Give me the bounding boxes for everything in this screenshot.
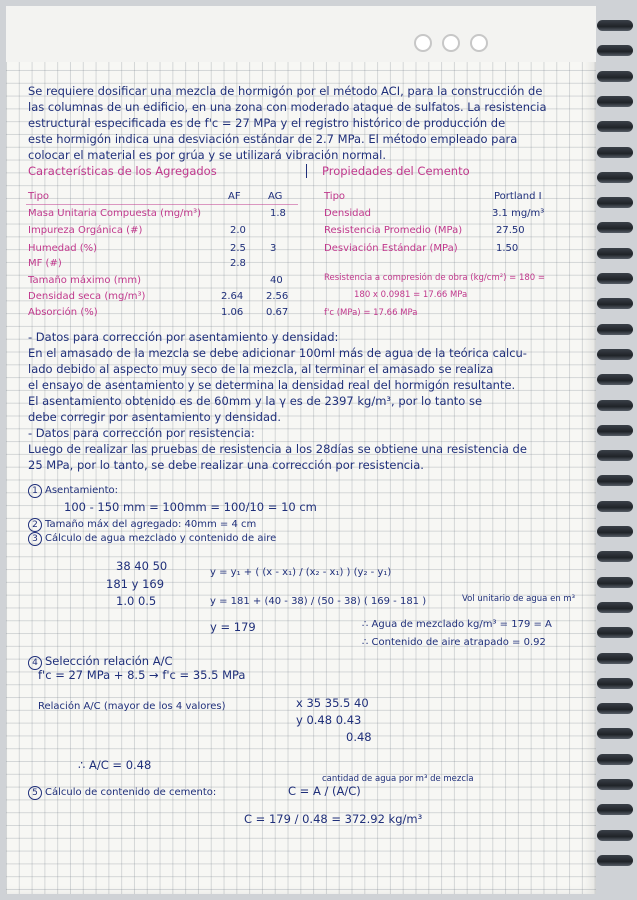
agg-col-ag: AG: [268, 191, 283, 202]
step-5-note: cantidad de agua por m³ de mezcla: [322, 774, 474, 784]
spiral-coil: [597, 172, 633, 183]
step-3-z-row: 1.0 0.5: [116, 594, 157, 608]
cem-row-label: Desviación Estándar (MPa): [324, 243, 458, 254]
agg-header-rule: [26, 204, 298, 205]
agg-title: Características de los Agregados: [28, 164, 217, 178]
spiral-coil: [597, 653, 633, 664]
step-3-water: ∴ Agua de mezclado kg/m³ = 179 = A: [362, 619, 552, 630]
spiral-coil: [597, 779, 633, 790]
agg-row-ag: 3: [270, 243, 277, 254]
corr2-line-2: 25 MPa, por lo tanto, se debe realizar una corrección por resistencia.: [28, 458, 424, 472]
spiral-coil: [597, 551, 633, 562]
step-5-formula: C = A / (A/C): [288, 784, 361, 798]
cem-note-1: Resistencia a compresión de obra (kg/cm²) = 180 =: [324, 273, 546, 283]
spiral-coil: [597, 728, 633, 739]
agg-row-label: Absorción (%): [28, 307, 98, 318]
step-5-result: C = 179 / 0.48 = 372.92 kg/m³: [244, 812, 423, 826]
cem-row-value: 3.1 mg/m³: [492, 208, 545, 219]
corr-line-4: El asentamiento obtenido es de 60mm y la γ es de 2397 kg/m³, por lo tanto se: [28, 394, 483, 408]
step-3-label: Cálculo de agua mezclado y contenido de aire: [45, 533, 277, 544]
step-3-heading: [28, 530, 276, 546]
spiral-coil: [597, 273, 633, 284]
spiral-coil: [597, 147, 633, 158]
step-3-x-row: 38 40 50: [116, 559, 168, 573]
spiral-coil: [597, 450, 633, 461]
spiral-coil: [597, 475, 633, 486]
cem-note-3: f'c (MPa) = 17.66 MPa: [324, 308, 418, 318]
agg-row-label: Humedad (%): [28, 243, 98, 254]
agg-col-af: AF: [228, 191, 241, 202]
spiral-binding: [591, 20, 637, 880]
spiral-coil: [597, 425, 633, 436]
step-3-air: ∴ Contenido de aire atrapado = 0.92: [362, 637, 546, 648]
spiral-coil: [597, 754, 633, 765]
corr-line-3: el ensayo de asentamiento y se determina la densidad real del hormigón resultante.: [28, 378, 516, 392]
spiral-coil: [597, 804, 633, 815]
step-1-heading: [28, 482, 118, 498]
spiral-coil: [597, 324, 633, 335]
cem-divider: [306, 164, 307, 178]
cem-type-value: Portland I: [494, 191, 542, 202]
agg-row-label: Densidad seca (mg/m³): [28, 291, 146, 302]
agg-row-label: Impureza Orgánica (#): [28, 225, 143, 236]
spiral-coil: [597, 830, 633, 841]
cem-row-label: Resistencia Promedio (MPa): [324, 225, 463, 236]
corr-line-1: En el amasado de la mezcla se debe adicionar 100ml más de agua de la teórica calcu-: [28, 346, 527, 360]
spiral-coil: [597, 71, 633, 82]
step-5-number: 5: [28, 786, 42, 800]
intro-line-1: Se requiere dosificar una mezcla de hormigón por el método ACI, para la construcción de: [28, 84, 543, 98]
spiral-coil: [597, 349, 633, 360]
step-3-water-note: Vol unitario de agua en m³: [462, 594, 576, 604]
cem-row-label: Densidad: [324, 208, 372, 219]
step-1-calc: 100 - 150 mm = 100mm = 100/10 = 10 cm: [64, 500, 317, 514]
spiral-coil: [597, 501, 633, 512]
spiral-coil: [597, 374, 633, 385]
step-4-mid: 0.48: [346, 730, 372, 744]
step-4-equation: f'c = 27 MPa + 8.5 → f'c = 35.5 MPa: [38, 668, 246, 682]
corr-title: - Datos para corrección por asentamiento y densidad:: [28, 330, 339, 344]
cem-col-tipo: Tipo: [324, 191, 346, 202]
step-4-y-row: y 0.48 0.43: [296, 713, 362, 727]
agg-row-ag: 0.67: [266, 307, 289, 318]
agg-row-label: Masa Unitaria Compuesta (mg/m³): [28, 208, 202, 219]
cem-row-value: 1.50: [496, 243, 519, 254]
step-3-substitution: y = 181 + (40 - 38) / (50 - 38) ( 169 - 181 ): [210, 596, 427, 607]
intro-line-2: las columnas de un edificio, en una zona con moderado ataque de sulfatos. La resistencia: [28, 100, 547, 114]
agg-row-af: 1.06: [221, 307, 244, 318]
spiral-coil: [597, 627, 633, 638]
spiral-coil: [597, 121, 633, 132]
cem-title: Propiedades del Cemento: [322, 164, 470, 178]
step-1-label: Asentamiento:: [45, 485, 119, 496]
spiral-coil: [597, 222, 633, 233]
spiral-coil: [597, 577, 633, 588]
step-2-number: 2: [28, 518, 42, 532]
spiral-coil: [597, 526, 633, 537]
intro-line-4: este hormigón indica una desviación estándar de 2.7 MPa. El método empleado para: [28, 132, 518, 146]
step-4-label: Selección relación A/C: [45, 654, 173, 668]
spiral-coil: [597, 678, 633, 689]
step-4-conclusion: ∴ A/C = 0.48: [78, 758, 152, 772]
intro-line-3: estructural especificada es de f'c = 27 MPa y el registro histórico de producción de: [28, 116, 506, 130]
spiral-coil: [597, 45, 633, 56]
agg-row-label: Tamaño máximo (mm): [28, 275, 141, 286]
corr-line-2: lado debido al aspecto muy seco de la mezcla, al terminar el amasado se realiza: [28, 362, 494, 376]
spiral-coil: [597, 298, 633, 309]
cem-note-2: 180 x 0.0981 = 17.66 MPa: [354, 290, 468, 300]
agg-row-af: 2.0: [230, 225, 246, 236]
spiral-coil: [597, 602, 633, 613]
step-3-result: y = 179: [210, 620, 256, 634]
agg-row-ag: 1.8: [270, 208, 286, 219]
step-4-relation-label: Relación A/C (mayor de los 4 valores): [38, 701, 226, 712]
spiral-coil: [597, 20, 633, 31]
intro-line-5: colocar el material es por grúa y se utilizará vibración normal.: [28, 148, 386, 162]
spiral-coil: [597, 855, 633, 866]
step-3-number: 3: [28, 532, 42, 546]
step-2-label: Tamaño máx del agregado: 40mm = 4 cm: [45, 519, 257, 530]
spiral-coil: [597, 197, 633, 208]
spiral-coil: [597, 703, 633, 714]
agg-row-af: 2.5: [230, 243, 246, 254]
corr-title-2: - Datos para corrección por resistencia:: [28, 426, 255, 440]
cem-row-value: 27.50: [496, 225, 525, 236]
corr2-line-1: Luego de realizar las pruebas de resistencia a los 28días se obtiene una resistencia de: [28, 442, 527, 456]
step-5-heading: [28, 784, 216, 800]
spiral-coil: [597, 400, 633, 411]
notebook-logo: [414, 34, 554, 56]
step-1-number: 1: [28, 484, 42, 498]
corr-line-5: debe corregir por asentamiento y densidad.: [28, 410, 281, 424]
agg-row-ag: 40: [270, 275, 283, 286]
agg-row-af: 2.64: [221, 291, 244, 302]
agg-row-ag: 2.56: [266, 291, 289, 302]
spiral-coil: [597, 96, 633, 107]
step-3-y-row: 181 y 169: [106, 577, 165, 591]
step-3-formula: y = y₁ + ( (x - x₁) / (x₂ - x₁) ) (y₂ - y₁): [210, 567, 392, 578]
step-5-label: Cálculo de contenido de cemento:: [45, 787, 217, 798]
agg-row-af: 2.8: [230, 258, 246, 269]
step-4-x-row: x 35 35.5 40: [296, 696, 369, 710]
step-4-number: 4: [28, 656, 42, 670]
spiral-coil: [597, 248, 633, 259]
agg-row-label: MF (#): [28, 258, 62, 269]
agg-col-tipo: Tipo: [28, 191, 50, 202]
notebook-page: [6, 6, 596, 894]
